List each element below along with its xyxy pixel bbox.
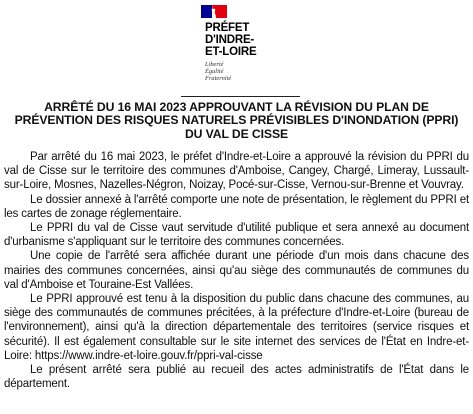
body-paragraph: Une copie de l'arrêté sera affichée durant une période d'un mois dans chacune des mairies des communes concernées, ainsi qu'au siège des communautés de communes du val d'Amboise et Touraine-Est Vallées. (4, 250, 469, 291)
body-paragraph: Le PPRI approuvé est tenu à la disposition du public dans chacune des communes, au siège des communautés de communes précitées, à la préfecture d'Indre-et-Loire (bureau de l'environnement), ainsi qu'à la direction départementale des territoires (service risques et sécurité). Il est également consultable sur le site internet des services de l'État en Indre-et-Loire: https://www.indre-et-loire.gouv.fr/ppri-val-cisse (4, 293, 469, 362)
prefecture-name (205, 22, 256, 59)
body-paragraph: Par arrêté du 16 mai 2023, le préfet d'Indre-et-Loire a approuvé la révision du PPRI du val de Cisse sur le territoire des communes d'Amboise, Cangey, Chargé, Limeray, Lussault-sur-Loire, Mosnes, Nazelles-Négron, Noizay, Pocé-sur-Cisse, Vernou-sur-Brenne et Vouvray. (4, 151, 469, 192)
motto-line: Fraternité (205, 75, 232, 82)
motto-line: Égalité (205, 68, 224, 75)
prefecture-logo (195, 2, 285, 94)
republic-motto (205, 61, 231, 82)
document-title: ARRÊTÉ DU 16 MAI 2023 APPROUVANT LA RÉVISION DU PLAN DE PRÉVENTION DES RISQUES NATURELS PRÉVISIBLES D'INONDATION (PPRI) DU VAL DE CISSE (14, 100, 459, 141)
prefecture-line: ET-LOIRE (205, 46, 257, 59)
body-paragraph: Le PPRI du val de Cisse vaut servitude d'utilité publique et sera annexé au document d'urbanisme s'appliquant sur le territoire des communes concernées. (4, 222, 469, 249)
document-body (4, 150, 469, 391)
header-divider (181, 96, 300, 97)
body-paragraph: Le présent arrêté sera publié au recueil des actes administratifs de l'État dans le département. (4, 364, 469, 391)
marianne-flag-icon (201, 5, 227, 18)
prefecture-line: D'INDRE- (205, 34, 255, 47)
motto-line: Liberté (205, 61, 224, 68)
prefecture-line: PRÉFET (205, 22, 250, 34)
body-paragraph: Le dossier annexé à l'arrêté comporte une note de présentation, le règlement du PPRI et les cartes de zonage réglementaire. (4, 193, 469, 220)
